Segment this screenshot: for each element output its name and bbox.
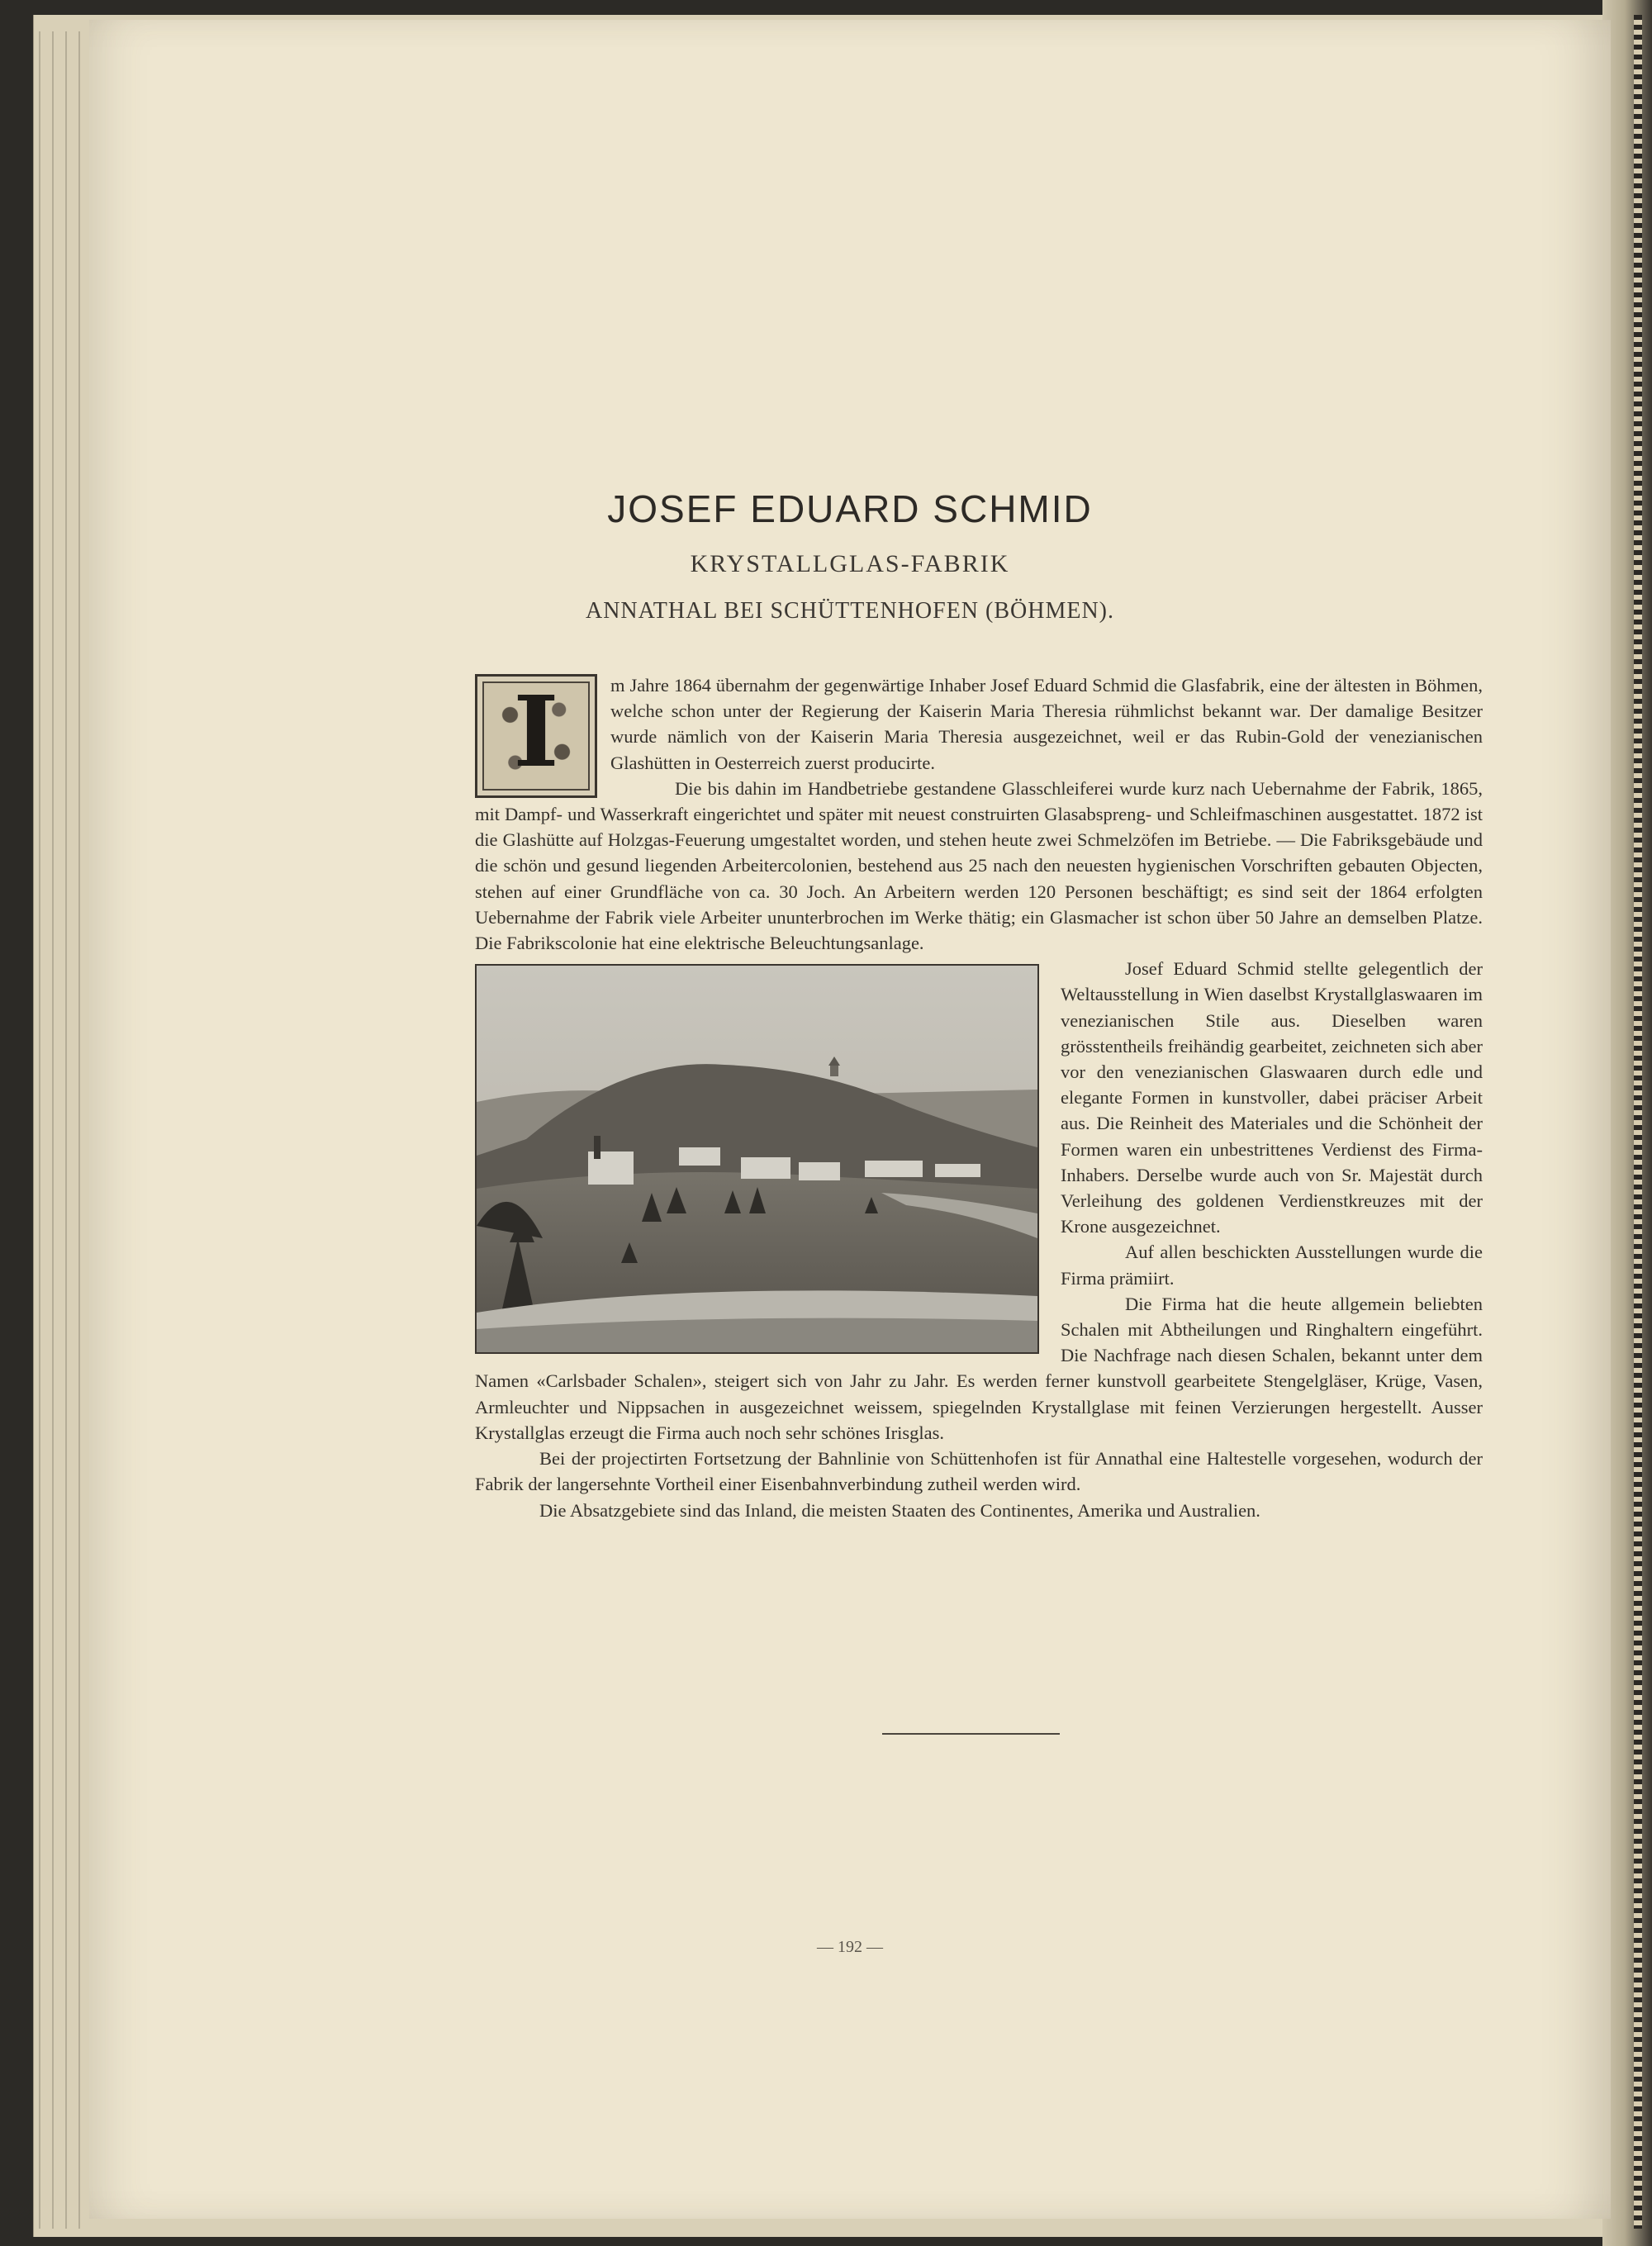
page-title: JOSEF EDUARD SCHMID — [607, 487, 1093, 530]
paragraph-text: m Jahre 1864 übernahm der gegenwärtige Inhaber Josef Eduard Schmid die Glasfabrik, eine der ältesten in Böhmen, welche schon unter der Regierung der Kaiserin Maria Theresia rühmlichst bekannt war. Der damalige Besitzer wurde nämlich von der Kaiserin Maria Theresia ausgezeichnet, weil er das Rubin-Gold der venezianischen Glashütten in Oesterreich zuerst producirte. — [610, 675, 1483, 773]
company-location: ANNATHAL BEI SCHÜTTENHOFEN (BÖHMEN). — [585, 598, 1115, 624]
landscape-illustration — [477, 966, 1037, 1352]
page-edge — [78, 31, 88, 2229]
paragraph-intro — [475, 672, 1483, 789]
page-subtitle: KRYSTALLGLAS-FABRIK — [690, 550, 1010, 577]
paragraph — [475, 1446, 1483, 1497]
hilltop-chapel — [830, 1065, 838, 1076]
closing-rule — [882, 1733, 1060, 1735]
paragraph — [475, 1498, 1483, 1523]
paragraph-text: Die Absatzgebiete sind das Inland, die meisten Staaten des Continentes, Amerika und Australien. — [539, 1499, 1260, 1521]
page-edge — [52, 31, 62, 2229]
ornamental-initial — [475, 674, 597, 798]
paragraph — [475, 776, 1483, 956]
drop-cap-letter: I — [513, 674, 559, 789]
paragraph-text: Auf allen beschickten Ausstellungen wurde die Firma prämiirt. — [1061, 1242, 1483, 1289]
document-page — [89, 20, 1611, 2219]
paragraph-text: Die bis dahin im Handbetriebe gestandene Glasschleiferei wurde kurz nach Uebernahme der Fabrik, 1865, mit Dampf- und Wasserkraft eingerichtet und später mit neuest construirten Glasabspreng- und Schleifmaschinen ausgestattet. 1872 ist die Glashütte auf Holzgas-Feuerung umgestaltet worden, und stehen heute zwei Schmelzöfen im Betriebe. — Die Fabriksgebäude und die schön und gesund liegenden Arbeitercolonien, bestehend aus 25 nach den neuesten hygienischen Vorschriften gebauten Objecten, stehen auf einer Grundfläche von ca. 30 Joch. An Arbeitern werden 120 Personen beschäftigt; es sind seit der 1864 erfolgten Uebernahme der Fabrik viele Arbeiter ununterbrochen im Werke thätig; ein Glasmacher ist schon über 50 Jahre an demselben Platze. Die Fabrikscolonie hat eine elektrische Beleuchtungsanlage. — [475, 777, 1483, 954]
paragraph-text: Josef Eduard Schmid stellte gelegentlich der Weltausstellung in Wien daselbst Krystallglaswaaren im venezianischen Stile aus. Dieselben waren grösstentheils freihändig gearbeitet, zeichneten sich aber vor den venezianischen Glaswaaren durch edle und elegante Formen in kunstvoller, dabei präciser Arbeit aus. Die Reinheit des Materiales und die Schönheit der Formen waren ein unbestrittenes Verdienst des Firma-Inhabers. Derselbe wurde auch von Sr. Majestät durch Verleihung des goldenen Verdienstkreuzes mit der Krone ausgezeichnet. — [1061, 958, 1483, 1237]
paragraph-text: Die Firma hat die heute allgemein beliebten Schalen mit Abtheilungen und Ringhaltern eingeführt. Die Nachfrage nach diesen Schalen, bekannt unter dem Namen «Carlsbader Schalen», steigert sich von Jahr zu Jahr. Es werden ferner kunstvoll gearbeitete Stengelgläser, Krüge, Vasen, Armleuchter und Nippsachen in ausgezeichnet weissem, spiegelnden Krystallglase mit feinen Verzierungen hergestellt. Ausser Krystallglas erzeugt die Firma auch noch sehr schönes Irisglas. — [475, 1293, 1483, 1443]
factory-landscape-photo — [475, 964, 1039, 1354]
page-edge — [65, 31, 75, 2229]
scale-ruler — [1634, 15, 1642, 2229]
article-body — [475, 672, 1483, 1523]
page-number: — 192 — — [817, 1938, 883, 1956]
page-edge — [39, 31, 49, 2229]
paragraph-text: Bei der projectirten Fortsetzung der Bahnlinie von Schüttenhofen ist für Annathal eine Haltestelle vorgesehen, wodurch der Fabrik der langersehnte Vortheil einer Eisenbahnverbindung zutheil werden wird. — [475, 1448, 1483, 1495]
